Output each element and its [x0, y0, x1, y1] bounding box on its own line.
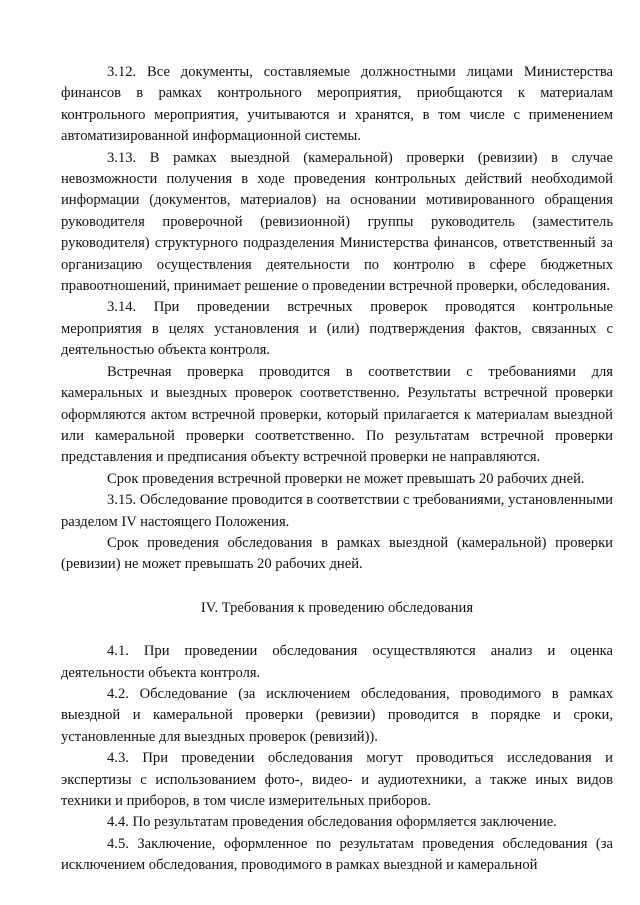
paragraph-3-14: 3.14. При проведении встречных проверок проводятся контрольные мероприятия в целях установления и (или) подтверждения фактов, связанных с деятельностью объекта контроля. — [61, 299, 613, 359]
paragraph-4-1: 4.1. При проведении обследования осуществляются анализ и оценка деятельности объекта контроля. — [61, 643, 613, 681]
paragraph-4-4: 4.4. По результатам проведения обследования оформляется заключение. — [107, 814, 557, 831]
paragraph-counter-check-term: Срок проведения встречной проверки не может превышать 20 рабочих дней. — [107, 470, 585, 487]
paragraph-3-12: 3.12. Все документы, составляемые должностными лицами Министерства финансов в рамках контрольного мероприятия, приобщаются к материалам контрольного мероприятия, учитываются и хранятся, в том числе с применением автоматизированной информационной системы. — [61, 64, 613, 145]
paragraph-3-13: 3.13. В рамках выездной (камеральной) проверки (ревизии) в случае невозможности получения в ходе проведения контрольных действий необходимой информации (документов, материалов) на основании мотивированного обращения руководителя проверочной (ревизионной) группы руководитель (заместитель руководителя) структурного подразделения Министерства финансов, ответственный за организацию осуществления деятельности по контролю в сфере бюджетных правоотношений, принимает решение о проведении встречной проверки, обследования. — [61, 149, 613, 295]
paragraph-counter-check: Встречная проверка проводится в соответствии с требованиями для камеральных и выездных проверок соответственно. Результаты встречной проверки оформляются актом встречной проверки, который прилагается к материалам выездной или камеральной проверки соответственно. По результатам встречной проверки представления и предписания объекту встречной проверки не направляются. — [61, 363, 613, 466]
paragraph-inspection-term: Срок проведения обследования в рамках выездной (камеральной) проверки (ревизии) не может превышать 20 рабочих дней. — [61, 534, 613, 573]
section-heading: IV. Требования к проведению обследования — [200, 599, 474, 616]
paragraph-4-3: 4.3. При проведении обследования могут проводиться исследования и экспертизы с использованием фото-, видео- и аудиотехники, а также иных видов техники и приборов, в том числе измерительных приборов. — [61, 750, 613, 809]
paragraph-3-15: 3.15. Обследование проводится в соответствии с требованиями, установленными разделом IV настоящего Положения. — [61, 492, 613, 530]
document-page — [61, 62, 613, 877]
paragraph-4-2: 4.2. Обследование (за исключением обследования, проводимого в рамках выездной и камеральной проверки (ревизии) проводится в порядке и сроки, установленные для выездных проверок (ревизий)). — [61, 685, 613, 745]
paragraph-4-5: 4.5. Заключение, оформленное по результатам проведения обследования (за исключением обследования, проводимого в рамках выездной и камеральной — [61, 835, 613, 874]
